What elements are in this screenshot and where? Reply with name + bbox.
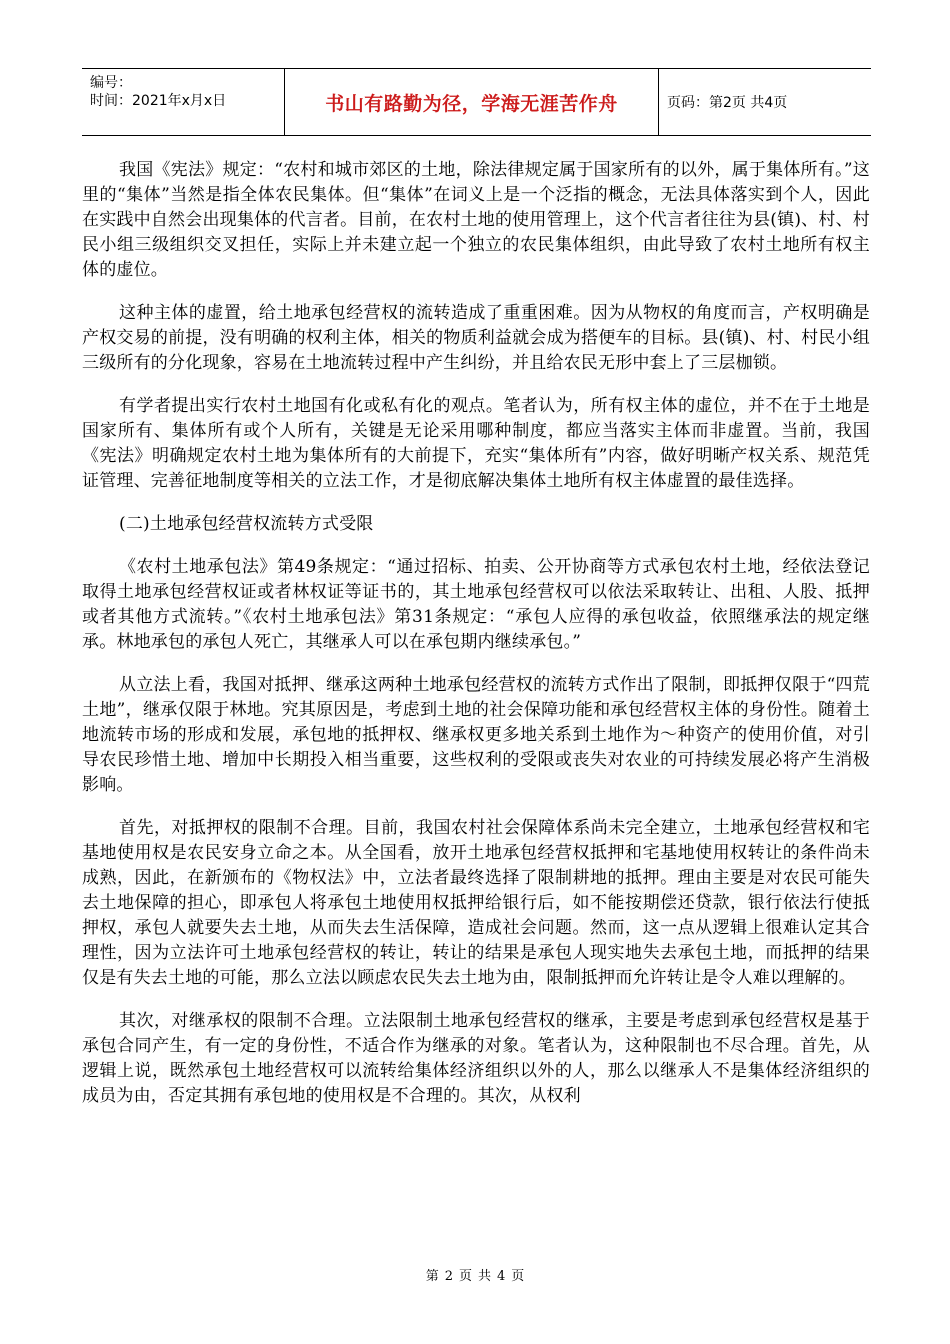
paragraph-1: 我国《宪法》规定：“农村和城市郊区的土地，除法律规定属于国家所有的以外，属于集体所有。”这里的“集体”当然是指全体农民集体。但“集体”在词义上是一个泛指的概念，无法具体落实到个人，因此在实践中自然会出现集体的代言者。目前，在农村土地的使用管理上，这个代言者往往为县(镇)、村、村民小组三级组织交叉担任，实际上并未建立起一个独立的农民集体组织，由此导致了农村土地所有权主体的虚位。 xyxy=(82,160,870,280)
paragraph-3: 有学者提出实行农村土地国有化或私有化的观点。笔者认为，所有权主体的虚位，并不在于土地是国家所有、集体所有或个人所有，关键是无论采用哪种制度，都应当落实主体而非虚置。当前，我国《宪法》明确规定农村土地为集体所有的大前提下，充实“集体所有”内容，做好明晰产权关系、规范凭证管理、完善征地制度等相关的立法工作，才是彻底解决集体土地所有权主体虚置的最佳选择。 xyxy=(82,396,870,491)
paragraph-7: 其次，对继承权的限制不合理。立法限制土地承包经营权的继承，主要是考虑到承包经营权是基于承包合同产生，有一定的身份性，不适合作为继承的对象。笔者认为，这种限制也不尽合理。首先，从逻辑上说，既然承包土地经营权可以流转给集体经济组织以外的人，那么以继承人不是集体经济组织的成员为由，否定其拥有承包地的使用权是不合理的。其次，从权利 xyxy=(82,1011,870,1106)
header-motto: 书山有路勤为径，学海无涯苦作舟 xyxy=(325,92,618,115)
document-body xyxy=(82,158,870,1127)
page-header xyxy=(82,68,871,136)
header-meta xyxy=(82,69,284,135)
footer-ye2: 页 xyxy=(511,1269,525,1284)
footer-total-pages: 4 xyxy=(497,1269,506,1284)
header-divider-right xyxy=(658,69,659,135)
paragraph-4: 《农村土地承包法》第49条规定：“通过招标、拍卖、公开协商等方式承包农村土地，经依法登记取得土地承包经营权证或者林权证等证书的，其土地承包经营权可以依法采取转让、出租、人股、抵押或者其他方式流转。”《农村土地承包法》第31条规定：“承包人应得的承包收益，依照继承法的规定继承。林地承包的承包人死亡，其继承人可以在承包期内继续承包。” xyxy=(82,557,870,652)
header-page-info: 页码：第2页 共4页 xyxy=(667,95,788,111)
time-label: 时间：2021年x月x日 xyxy=(90,93,227,109)
paragraph-2: 这种主体的虚置，给土地承包经营权的流转造成了重重困难。因为从物权的角度而言，产权明确是产权交易的前提，没有明确的权利主体，相关的物质利益就会成为搭便车的目标。县(镇)、村、村民小组三级所有的分化现象，容易在土地流转过程中产生纠纷，并且给农民无形中套上了三层枷锁。 xyxy=(82,303,870,373)
paragraph-6: 首先，对抵押权的限制不合理。目前，我国农村社会保障体系尚未完全建立，土地承包经营权和宅基地使用权是农民安身立命之本。从全国看，放开土地承包经营权抵押和宅基地使用权转让的条件尚未成熟，因此，在新颁布的《物权法》中，立法者最终选择了限制耕地的抵押。理由主要是对农民可能失去土地保障的担心，即承包人将承包土地使用权抵押给银行后，如不能按期偿还贷款，银行依法行使抵押权，承包人就要失去土地，从而失去生活保障，造成社会问题。然而，这一点从逻辑上很难认定其合理性，因为立法许可土地承包经营权的转让，转让的结果是承包人现实地失去承包土地，而抵押的结果仅是有失去土地的可能，那么立法以顾虑农民失去土地为由，限制抵押而允许转让是令人难以理解的。 xyxy=(82,818,870,988)
footer-ye: 页 xyxy=(458,1269,472,1284)
section-heading: (二)土地承包经营权流转方式受限 xyxy=(119,514,374,534)
footer-gong: 共 xyxy=(478,1269,492,1284)
footer-page-number: 2 xyxy=(444,1269,453,1284)
number-label: 编号： xyxy=(90,75,132,91)
page-footer xyxy=(0,1265,950,1284)
paragraph-5: 从立法上看，我国对抵押、继承这两种土地承包经营权的流转方式作出了限制，即抵押仅限于“四荒土地”，继承仅限于林地。究其原因是，考虑到土地的社会保障功能和承包经营权主体的身份性。随着土地流转市场的形成和发展，承包地的抵押权、继承权更多地关系到土地作为～种资产的使用价值，对引导农民珍惜土地、增加中长期投入相当重要，这些权利的受限或丧失对农业的可持续发展必将产生消极影响。 xyxy=(82,675,870,795)
footer-di: 第 xyxy=(425,1269,439,1284)
